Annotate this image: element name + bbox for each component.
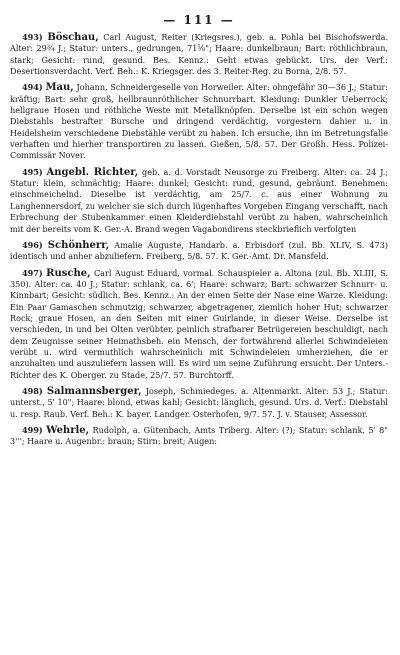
entry-494 <box>10 82 388 161</box>
entry-text: geb. a. d. Vorstadt Neusorge zu Freiberg. Alter: ca. 24 J.; Statur: klein, schmächtig; Haare: dunkel; Gesicht: rund, gesund, gebräunt. Benehmen: einschmeichelnd. Dieselbe ist verdächtig, am 25/7. c. aus einer Wohnung zu Langhennersdorf, zu welcher sie sich durch lügenhaftes Vorgeben Eingang verschafft, nach Erbrechung der Stubenkammer einen Kleiderdiebstahl verübt zu haben, wahrscheinlich mit der bereits vom K. Ger.-A. Brand wegen Vagabondirens steckbrieflich verfolgten <box>10 166 388 234</box>
entry-text: Rudolph, a. Gütenbach, Amts Triberg. Alter: (?); Statur: schlank, 5' 8" 3'''; Haare u. Augenbr.: braun; Stirn: breit; Augen: <box>10 425 388 447</box>
entry-text: Carl August Eduard, vormal. Schauspieler a. Altona (zul. Bb. XLIII, S. 350). Alter: ca. 40 J.; Statur: schlank, ca. 6'; Haare: schwarz; Bart: schwarzer Schnurr- u. Kinnbart; Gesicht: südlich. Bes. Kennz.: An der einen Seite der Nase eine Warze. Kleidung: Ein Paar Gamaschen schmutzig; schwarzer, abgetragener, ziemlich hoher Hut; schwarzer Rock; graue Hosen, an den Seiten mit einer Guirlande, in dieser Weise. Derselbe ist verschieden, in und bei Olten verübter, peinlich strafbarer Betrügereien beschuldigt, nach dem Zeugnisse seiner Heimathsbeh. ein Mensch, der fortwährend allerlei Schwindeleien verübt u. wird vermuthlich wahrscheinlich mit Schwindeleien umherziehen, die er anzuhalten und auszuliefern lassen will. Es wird um seine Zuführung ersucht. Der Unters.-Richter des K. Oberger. zu Stade, 25/7. 57. Burchtorff. <box>10 267 388 380</box>
entry-498 <box>10 386 388 420</box>
entry-text: Johann, Schneidergeselle von Horweiler. Alter: ohngefähr 30—36 J.; Statur: kräftig; Bart: sehr groß, hellbraunröthlicher Schnurrbart. Kleidung: Dunkler Ueberrock; hellgraue Hosen und röthliche Weste mit Metallknöpfen. Derselbe ist ein schon wegen Diebstahls bestrafter Bursche und dringend verdächtig, vorgestern dahier u. in Heidelsheim verschiedene Diebstähle verübt zu haben. Ich ersuche, ihn im Betretungsfalle verhaften und hierher transportiren zu lassen. Gießen, 5/8. 57. Der Großh. Hess. Polizei-Commissär Nover. <box>10 82 388 161</box>
entry-number: 495) <box>22 166 43 177</box>
entry-number: 493) <box>22 32 43 42</box>
entry-499 <box>10 425 388 448</box>
entry-number: 498) <box>22 385 43 396</box>
entry-text: Joseph, Schmiedeges. a. Altenmarkt. Alter: 53 J.; Statur: unterst., 5' 10"; Haare: blond, etwas kahl; Gesicht: länglich, gesund. Urs. d. Verf.: Diebstahl u. resp. Raub. Verf. Beh.: K. bayer. Landger. Osterhofen, 9/7. 57. J. v. Stauser, Assessor. <box>10 385 388 419</box>
entry-number: 499) <box>22 425 43 435</box>
entry-name: Mau, <box>45 82 74 94</box>
entry-493 <box>10 32 388 77</box>
page-number: — 111 — <box>163 13 235 27</box>
entry-497 <box>10 268 388 381</box>
entry-name: Schönherr, <box>47 239 110 251</box>
entry-number: 494) <box>22 82 43 93</box>
entry-name: Angebl. Richter, <box>46 166 139 178</box>
entry-text: Amalie Auguste, Handarb. a. Erbisdorf (zul. Bb. XLIV, S. 473) identisch und anher abzuliefern. Freiberg, 5/8. 57. K. Ger.-Amt. Dr. Mansfeld. <box>10 239 389 262</box>
entry-496 <box>10 240 388 263</box>
entry-name: Böschau, <box>47 32 99 43</box>
entry-number: 497) <box>22 267 43 278</box>
entry-name: Wehrle, <box>46 425 90 436</box>
entry-name: Salmannsberger, <box>46 385 142 397</box>
entry-name: Rusche, <box>46 267 91 279</box>
entry-text: Carl August, Reiter (Kriegsres.), geb. a. Pohla bei Bischofswerda. Alter: 29¾ J.; Statur: unters., gedrungen, 71⅝"; Haare: dunkelbraun; Bart: röthlichbraun, stark; Gesicht: rund, gesund. Bes. Kennz.: Geht etwas gebückt. Urs. der Verf.: Desertionsverdacht. Verf. Beh.: K. Kriegsger. des 3. Reiter-Reg. zu Borna, 2/8. 57. <box>10 32 389 77</box>
entry-number: 496) <box>22 239 43 250</box>
entry-495 <box>10 167 388 235</box>
